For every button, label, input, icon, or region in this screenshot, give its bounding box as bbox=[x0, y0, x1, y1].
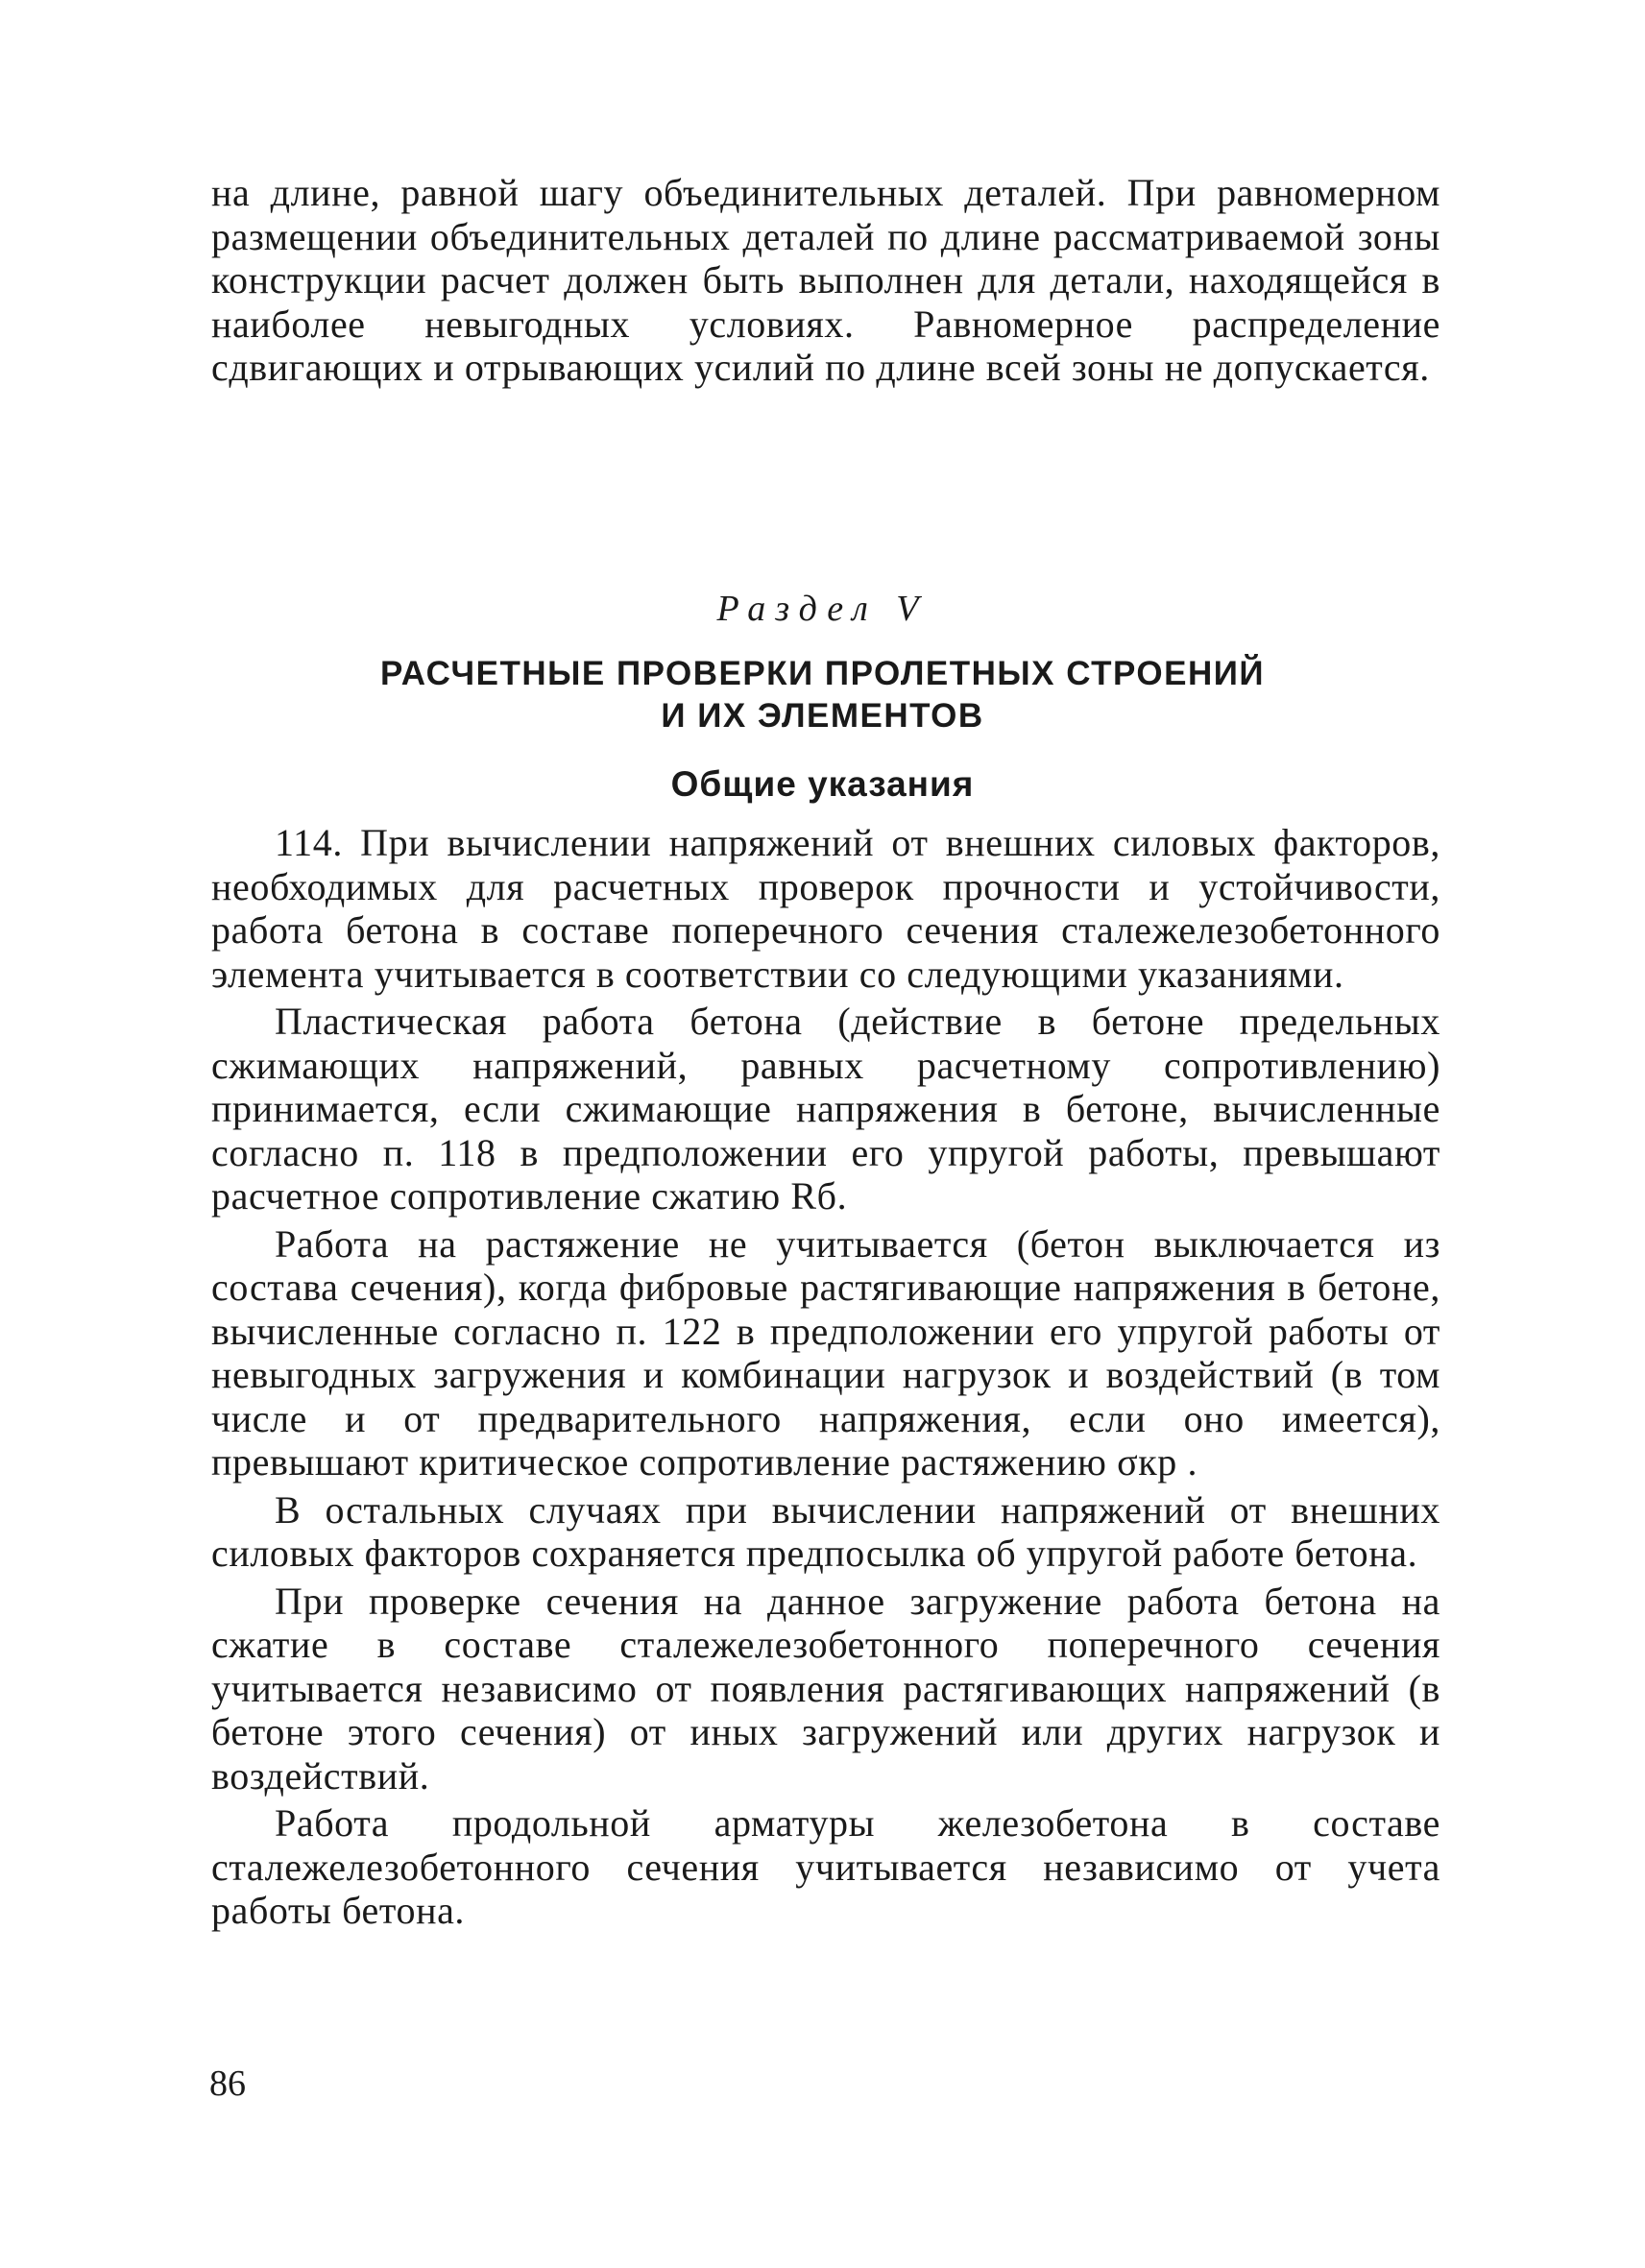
paragraph-114: 114. При вычислении напряжений от внешних силовых факторов, необходимых для расчетных проверок прочности и устойчивости, работа бетона в составе поперечного сечения сталежелезобетонного элемента учитывается в соответствии со следующими указаниями. bbox=[211, 821, 1440, 996]
section-title-line-1: РАСЧЕТНЫЕ ПРОВЕРКИ ПРОЛЕТНЫХ СТРОЕНИЙ bbox=[379, 655, 1266, 692]
section-title bbox=[0, 653, 1645, 737]
continued-paragraph: на длине, равной шагу объединительных деталей. При равномерном размещении объединительных деталей по длине рассматриваемой зоны конструкции расчет должен быть выполнен для детали, находящейся в наиболее невыгодных условиях. Равномерное распределение сдвигающих и отрывающих усилий по длине всей зоны не допускается. bbox=[211, 171, 1440, 389]
paragraph-other-cases: В остальных случаях при вычислении напряжений от внешних силовых факторов сохраняется предпосылка об упругой работе бетона. bbox=[211, 1487, 1440, 1575]
section-title-line-2: И ИХ ЭЛЕМЕНТОВ bbox=[661, 697, 984, 735]
continued-text-block bbox=[211, 171, 1440, 390]
paragraph-section-check: При проверке сечения на данное загружение работа бетона на сжатие в составе сталежелезобетонного поперечного сечения учитывается независимо от появления растягивающих напряжений (в бетоне этого сечения) от иных загружений или других нагрузок и воздействий. bbox=[211, 1579, 1440, 1798]
paragraph-tension-work: Работа на растяжение не учитывается (бетон выключается из состава сечения), когда фибровые растягивающие напряжения в бетоне, вычисленные согласно п. 122 в предположении его упругой работы от невыгодных загружения и комбинации нагрузок и воздействий (в том числе и от предварительного напряжения, если оно имеется), превышают критическое сопротивление растяжению σкр . bbox=[211, 1221, 1440, 1484]
paragraph-reinforcement: Работа продольной арматуры железобетона в составе сталежелезобетонного сечения учитывается независимо от учета работы бетона. bbox=[211, 1801, 1440, 1932]
page-number: 86 bbox=[209, 2063, 246, 2104]
section-label: Раздел V bbox=[716, 589, 929, 629]
body-text bbox=[211, 821, 1440, 1933]
subheading: Общие указания bbox=[670, 764, 975, 804]
paragraph-plastic-work: Пластическая работа бетона (действие в бетоне предельных сжимающих напряжений, равных расчетному сопротивлению) принимается, если сжимающие напряжения в бетоне, вычисленные согласно п. 118 в предположении его упругой работы, превышают расчетное сопротивление сжатию Rб. bbox=[211, 1000, 1440, 1218]
